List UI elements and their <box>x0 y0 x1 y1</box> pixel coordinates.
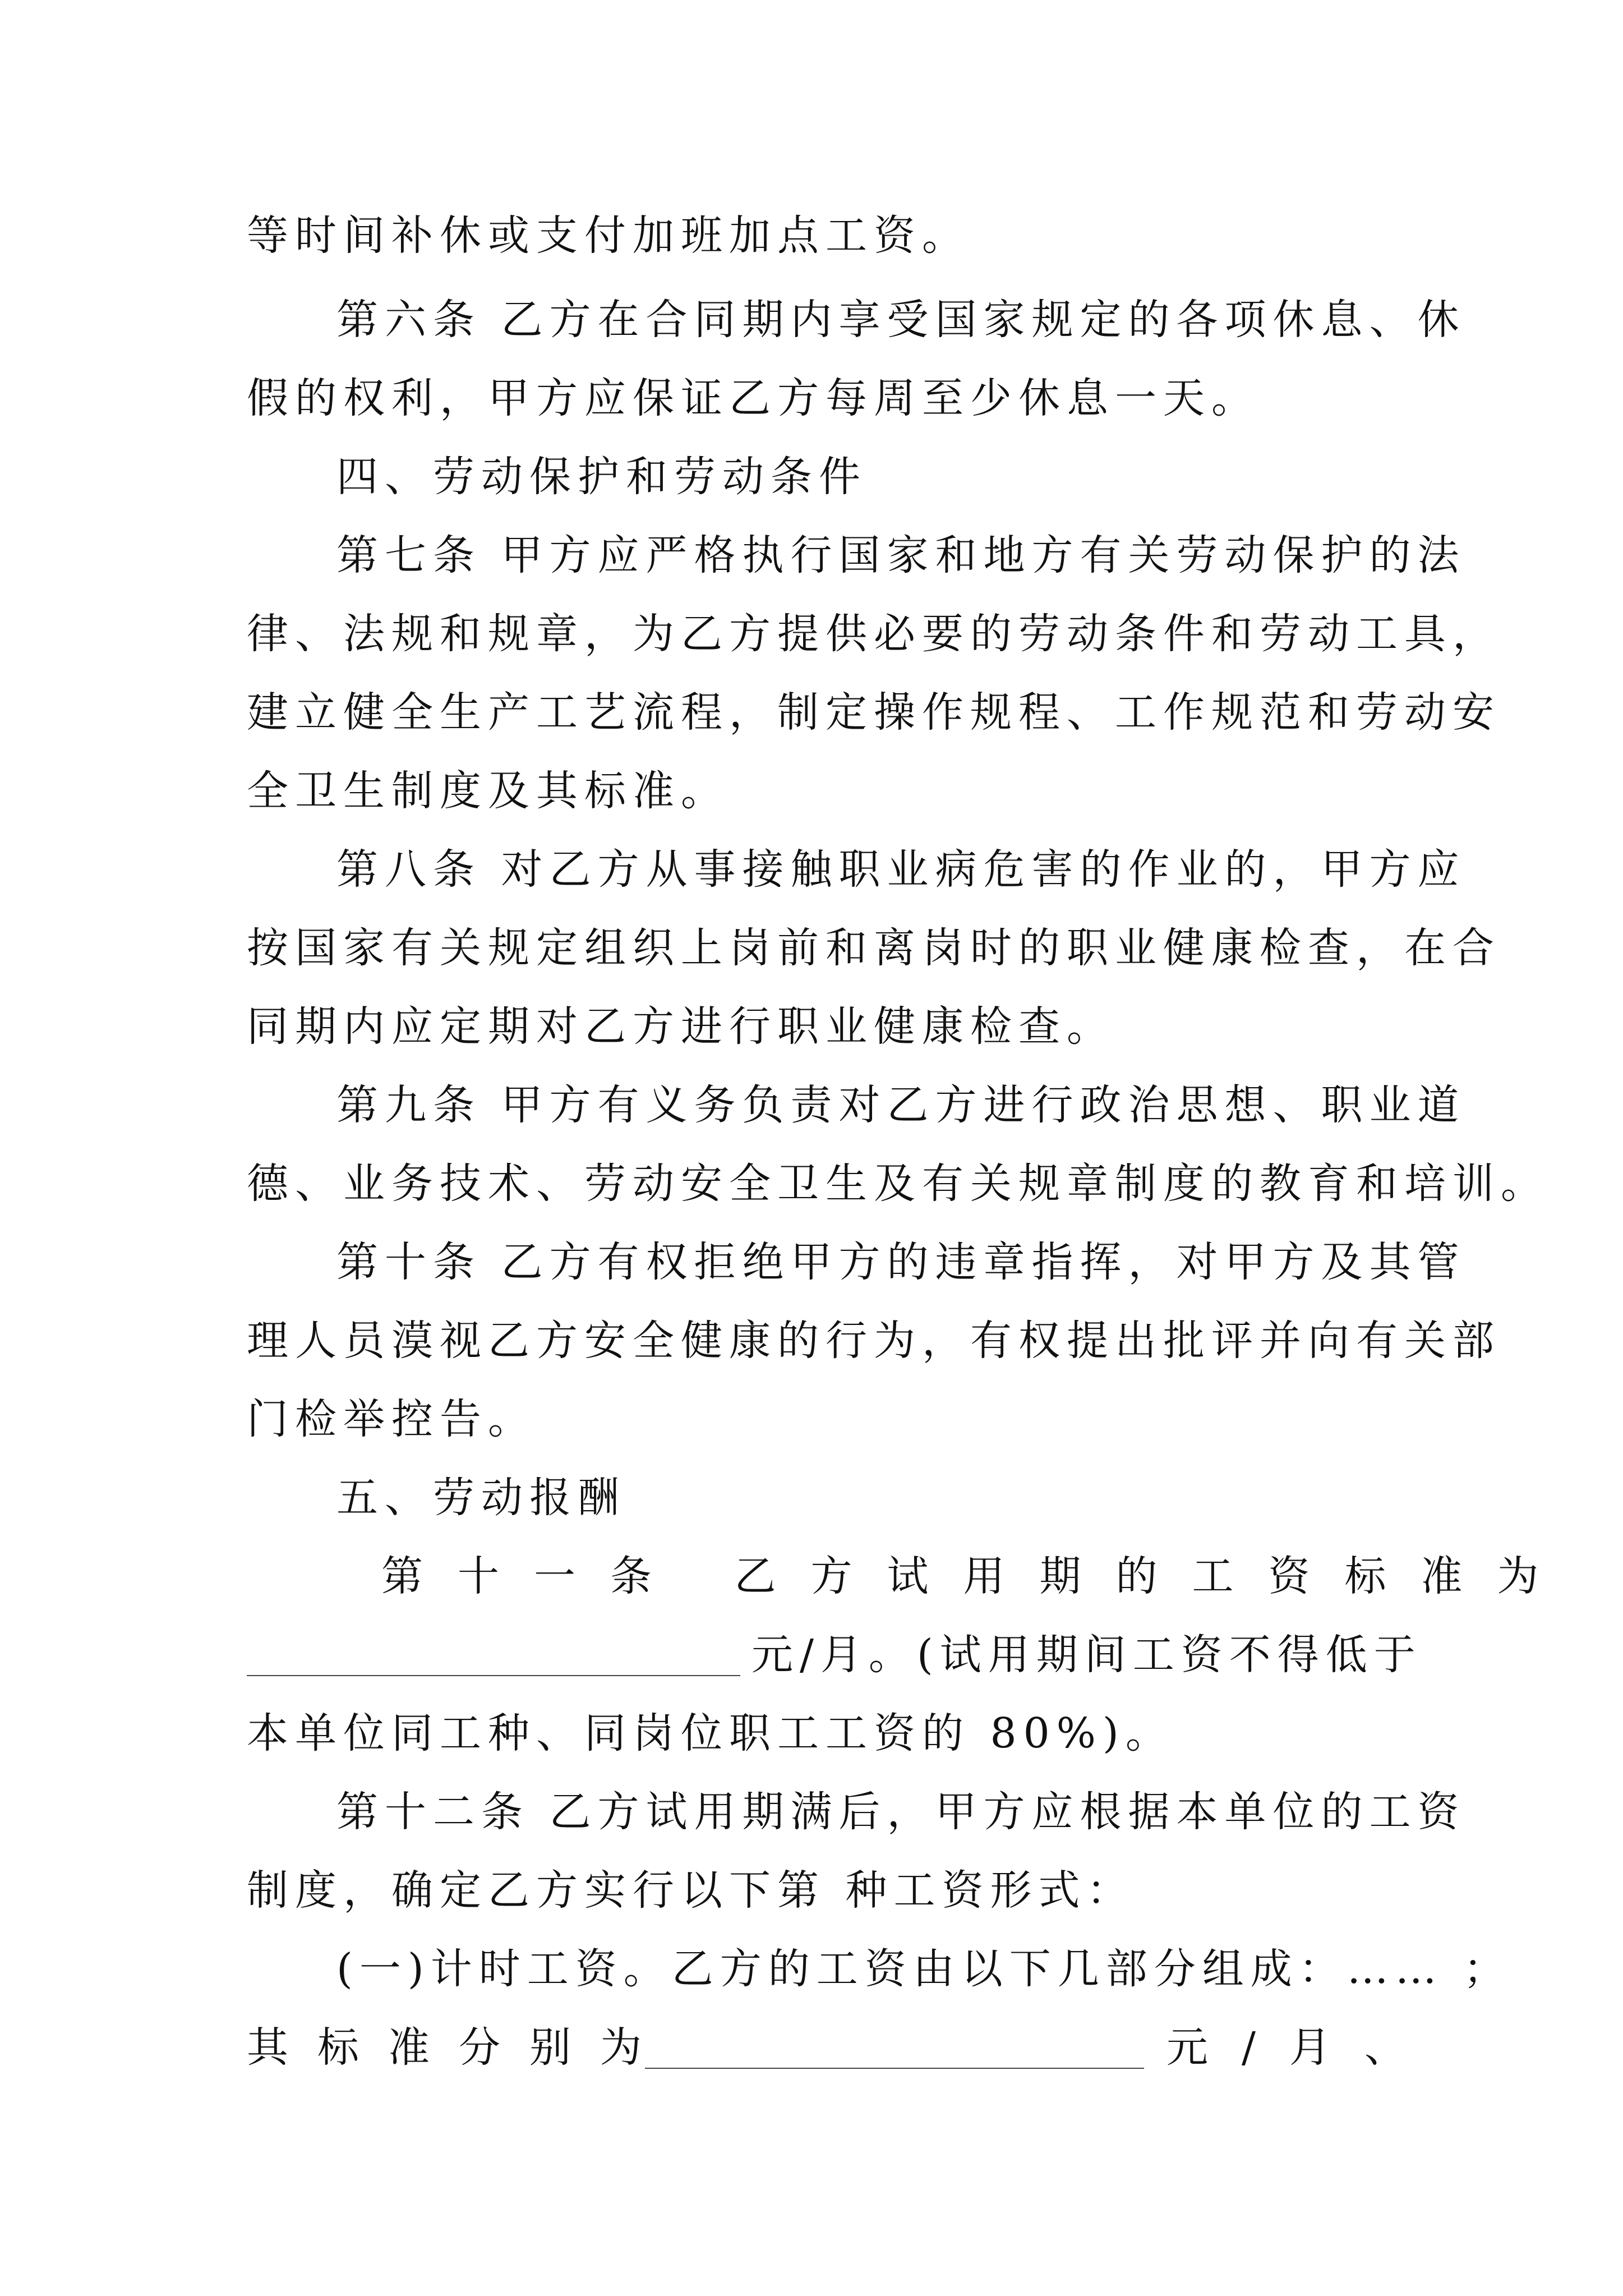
text-line: (一)计时工资。乙方的工资由以下几部分组成：…… ； <box>336 1945 1512 1993</box>
paragraph-line <box>0 763 1623 819</box>
text-line: 律、法规和规章，为乙方提供必要的劳动条件和劳动工具， <box>247 610 1501 658</box>
text-line: 元/月、 <box>1166 2023 1440 2072</box>
text-line: 德、业务技术、劳动安全卫生及有关规章制度的教育和培训。 <box>247 1159 1549 1208</box>
paragraph-line <box>0 1705 1623 1761</box>
section-heading <box>0 1470 1623 1526</box>
text-line: 第十二条 乙方试用期满后，甲方应根据本单位的工资 <box>336 1788 1466 1836</box>
paragraph-line <box>0 684 1623 740</box>
text-line: 第八条 对乙方从事接触职业病危害的作业的，甲方应 <box>336 845 1466 894</box>
paragraph-line <box>0 1234 1623 1290</box>
paragraph-line <box>0 208 1623 264</box>
paragraph-line <box>0 920 1623 976</box>
text-line: 按国家有关规定组织上岗前和离岗时的职业健康检查，在合 <box>247 924 1501 972</box>
text-line: 第七条 甲方应严格执行国家和地方有关劳动保护的法 <box>336 531 1466 579</box>
text-line: 四、劳动保护和劳动条件 <box>336 453 867 501</box>
text-line: 本单位同工种、同岗位职工工资的 80%)。 <box>247 1709 1174 1757</box>
section-heading <box>0 449 1623 505</box>
text-line: 等时间补休或支付加班加点工资。 <box>247 211 970 260</box>
paragraph-line <box>0 606 1623 662</box>
paragraph-line <box>0 370 1623 426</box>
paragraph-line <box>0 1391 1623 1447</box>
fill-in-blank[interactable] <box>247 1675 740 1676</box>
paragraph-line <box>0 1627 1623 1683</box>
paragraph-line <box>0 841 1623 898</box>
paragraph-line <box>0 999 1623 1055</box>
text-line: 假的权利，甲方应保证乙方每周至少休息一天。 <box>247 374 1260 422</box>
paragraph-line <box>0 1313 1623 1369</box>
fill-in-blank[interactable] <box>645 2068 1144 2069</box>
text-line: 元/月。(试用期间工资不得低于 <box>751 1631 1422 1679</box>
paragraph-line <box>0 292 1623 348</box>
text-line: 其标准分别为 <box>247 2023 671 2072</box>
text-line: 同期内应定期对乙方进行职业健康检查。 <box>247 1002 1115 1051</box>
text-line: 第九条 甲方有义务负责对乙方进行政治思想、职业道 <box>336 1081 1466 1129</box>
paragraph-line <box>0 1784 1623 1840</box>
paragraph-line <box>0 2019 1623 2076</box>
text-line: 全卫生制度及其标准。 <box>247 767 729 815</box>
text-line: 第十条 乙方有权拒绝甲方的违章指挥，对甲方及其管 <box>336 1238 1466 1286</box>
text-line: 五、劳动报酬 <box>336 1474 626 1522</box>
paragraph-line <box>0 1548 1623 1604</box>
paragraph-line <box>0 1156 1623 1212</box>
text-line: 制度，确定乙方实行以下第 种工资形式： <box>247 1866 1135 1915</box>
paragraph-line <box>0 1077 1623 1133</box>
text-line: 建立健全生产工艺流程，制定操作规程、工作规范和劳动安 <box>247 688 1501 737</box>
paragraph-line <box>0 527 1623 583</box>
paragraph-line <box>0 1941 1623 1997</box>
text-line: 第十一条 乙方试用期的工资标准为 <box>381 1552 1574 1600</box>
paragraph-line <box>0 1862 1623 1918</box>
text-line: 第六条 乙方在合同期内享受国家规定的各项休息、休 <box>336 296 1466 344</box>
text-line: 门检举控告。 <box>247 1395 536 1443</box>
text-line: 理人员漠视乙方安全健康的行为，有权提出批评并向有关部 <box>247 1317 1501 1365</box>
